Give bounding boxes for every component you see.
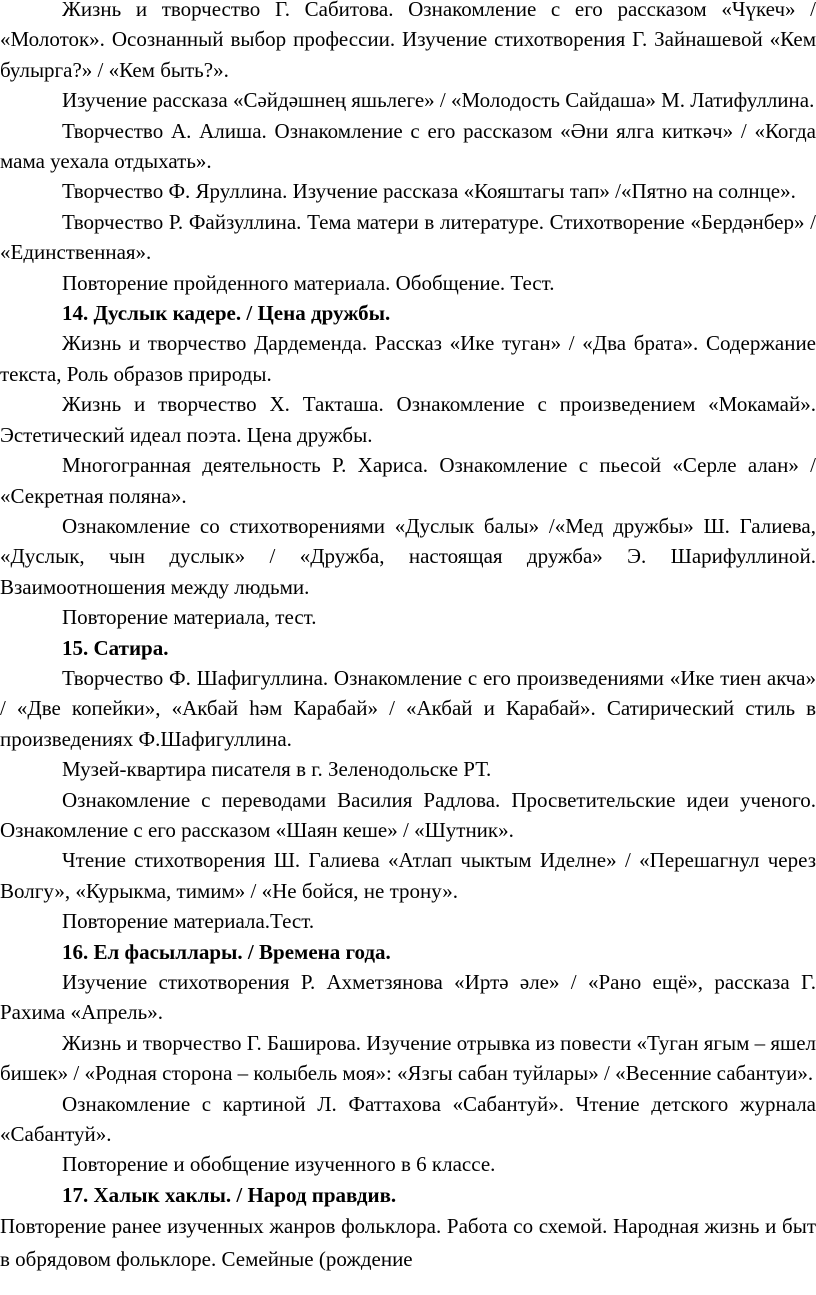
paragraph: Музей-квартира писателя в г. Зеленодольске РТ. bbox=[62, 757, 492, 782]
paragraph: Жизнь и творчество Дардеменда. Рассказ «Ике туган» / «Два брата». Содержание текста, Роль образов природы. bbox=[0, 331, 816, 386]
paragraph: Повторение и обобщение изученного в 6 классе. bbox=[62, 1152, 496, 1177]
paragraph: Повторение материала, тест. bbox=[62, 605, 317, 630]
section-heading: 15. Сатира. bbox=[62, 635, 169, 660]
paragraph: Изучение рассказа «Сәйдәшнең яшьлеге» / «Молодость Сайдаша» М. Латифуллина. bbox=[62, 88, 815, 113]
paragraph: Жизнь и творчество Г. Баширова. Изучение отрывка из повести «Туган ягым – яшел бишек» / «Родная сторона – колыбель моя»: «Язгы сабан туйлары» / «Весенние сабантуи». bbox=[0, 1030, 816, 1086]
paragraph: Творчество А. Алиша. Ознакомление с его рассказом «Әни ялга киткәч» / «Когда мама уехала отдыхать». bbox=[0, 118, 816, 174]
paragraph: Жизнь и творчество Г. Сабитова. Ознакомление с его рассказом «Чүкеч» / «Молоток». Осознанный выбор профессии. Изучение стихотворения Г. Зайнашевой «Кем булырга?» / «Кем быть?». bbox=[0, 0, 816, 82]
paragraph: Творчество Р. Файзуллина. Тема матери в литературе. Стихотворение «Бердәнбер» / «Единственная». bbox=[0, 209, 816, 265]
paragraph: Творчество Ф. Яруллина. Изучение рассказа «Кояштагы тап» /«Пятно на солнце». bbox=[62, 179, 796, 204]
paragraph: Изучение стихотворения Р. Ахметзянова «Иртә әле» / «Рано ещё», рассказа Г. Рахима «Апрель». bbox=[0, 970, 816, 1025]
paragraph: Повторение материала.Тест. bbox=[62, 909, 315, 934]
section-heading: 17. Халык хаклы. / Народ правдив. bbox=[62, 1182, 397, 1207]
paragraph: Ознакомление со стихотворениями «Дуслык балы» /«Мед дружбы» Ш. Галиева, «Дуслык, чын дуслык» / «Дружба, настоящая дружба» Э. Шарифуллиной. Взаимоотношения между людьми. bbox=[0, 513, 816, 599]
paragraph: Творчество Ф. Шафигуллина. Ознакомление с его произведениями «Ике тиен акча» / «Две копейки», «Акбай һәм Карабай» / «Акбай и Карабай». Сатирический стиль в произведениях Ф.Шафигуллина. bbox=[0, 665, 816, 751]
paragraph: Чтение стихотворения Ш. Галиева «Атлап чыктым Иделне» / «Перешагнул через Волгу», «Курыкма, тимим» / «Не бойся, не трону». bbox=[0, 848, 816, 903]
section-heading: 14. Дуслык кадере. / Цена дружбы. bbox=[62, 301, 391, 326]
paragraph: Жизнь и творчество Х. Такташа. Ознакомление с произведением «Мокамай». Эстетический идеал поэта. Цена дружбы. bbox=[0, 392, 816, 447]
section-heading: 16. Ел фасыллары. / Времена года. bbox=[62, 939, 391, 964]
paragraph: Ознакомление с переводами Василия Радлова. Просветительские идеи ученого. Ознакомление с его рассказом «Шаян кеше» / «Шутник». bbox=[0, 787, 816, 842]
paragraph: Многогранная деятельность Р. Хариса. Ознакомление с пьесой «Серле алан» / «Секретная поляна». bbox=[0, 453, 816, 508]
paragraph: Повторение ранее изученных жанров фольклора. Работа со схемой. Народная жизнь и быт в обрядовом фольклоре. Семейные (рождение bbox=[0, 1214, 816, 1272]
paragraph: Ознакомление с картиной Л. Фаттахова «Сабантуй». Чтение детского журнала «Сабантуй». bbox=[0, 1091, 816, 1147]
paragraph: Повторение пройденного материала. Обобщение. Тест. bbox=[62, 270, 555, 295]
